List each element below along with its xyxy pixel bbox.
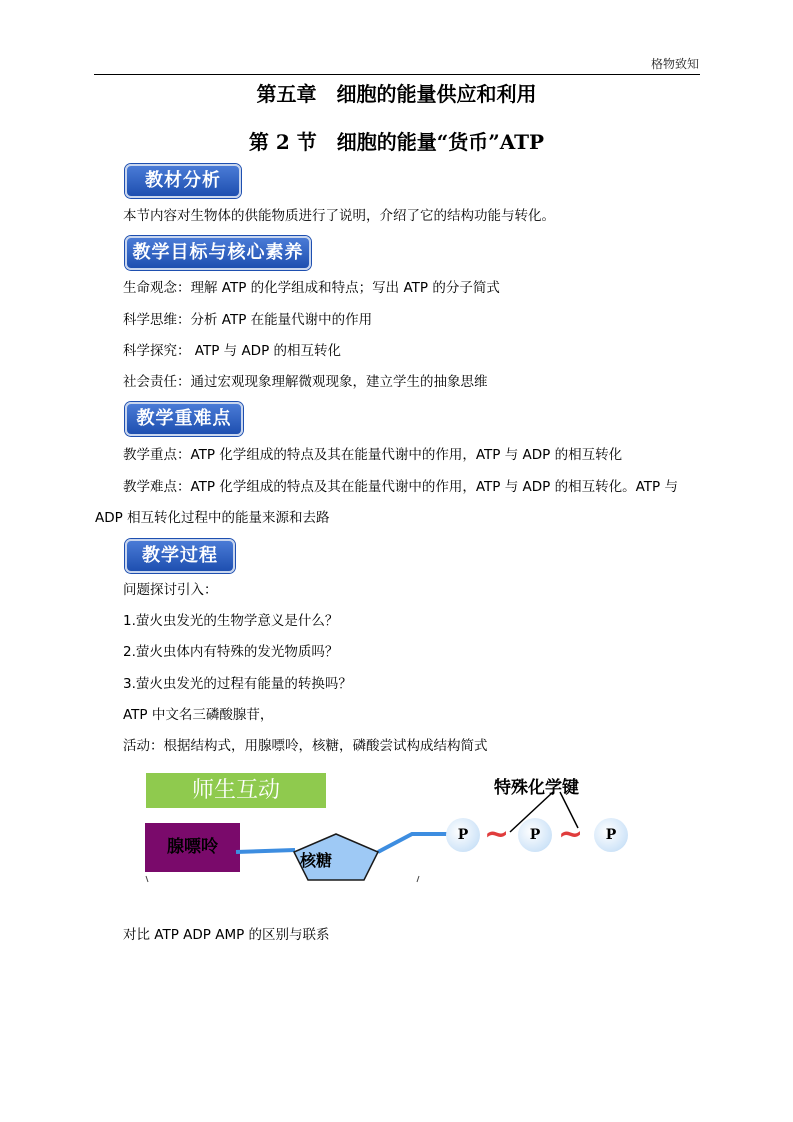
section-title: 第 2 节 细胞的能量“货币”ATP — [248, 130, 545, 154]
objective-item: 科学探究： ATP 与 ADP 的相互转化 — [123, 343, 342, 359]
compare-text: 对比 ATP ADP AMP 的区别与联系 — [123, 927, 330, 943]
high-energy-bond-1: ~ — [484, 817, 510, 852]
objective-item: 科学思维：分析 ATP 在能量代谢中的作用 — [123, 312, 373, 328]
phosphate-1: P — [446, 818, 480, 852]
adenine-ribose-bond — [236, 850, 295, 852]
scan-artifact — [417, 876, 419, 882]
badge-process: 教学过程 — [125, 539, 235, 573]
badge-analysis: 教材分析 — [125, 164, 241, 198]
header-brand: 格物致知 — [650, 57, 699, 71]
badge-objectives: 教学目标与核心素养 — [125, 236, 311, 270]
activity-text: 活动：根据结构式，用腺嘌呤，核糖，磷酸尝试构成结构简式 — [123, 738, 488, 754]
objective-item: 社会责任：通过宏观现象理解微观现象，建立学生的抽象思维 — [123, 374, 488, 390]
badge-keypoints: 教学重难点 — [125, 402, 243, 436]
ribose-label: 核糖 — [300, 851, 333, 870]
keypoint-focus: 教学重点：ATP 化学组成的特点及其在能量代谢中的作用，ATP 与 ADP 的相互转化 — [123, 447, 623, 463]
ribose-phosphate-bond — [378, 834, 448, 852]
high-energy-bond-2: ~ — [558, 817, 584, 852]
phosphate-2: P — [518, 818, 552, 852]
question-item: 1.萤火虫发光的生物学意义是什么？ — [123, 613, 339, 629]
adenine-box: 腺嘌呤 — [145, 823, 240, 872]
special-bond-label: 特殊化学键 — [494, 778, 579, 798]
keypoint-difficulty: 教学难点：ATP 化学组成的特点及其在能量代谢中的作用，ATP 与 ADP 的相互转化。ATP 与 — [123, 479, 678, 495]
analysis-text: 本节内容对生物体的供能物质进行了说明，介绍了它的结构功能与转化。 — [123, 208, 555, 224]
phosphate-3: P — [594, 818, 628, 852]
keypoint-difficulty-cont: ADP 相互转化过程中的能量来源和去路 — [95, 510, 330, 526]
process-intro: 问题探讨引入： — [123, 582, 218, 598]
chapter-title: 第五章 细胞的能量供应和利用 — [256, 82, 537, 106]
interaction-banner: 师生互动 — [146, 773, 326, 808]
question-item: 2.萤火虫体内有特殊的发光物质吗？ — [123, 644, 339, 660]
question-item: 3.萤火虫发光的过程有能量的转换吗？ — [123, 676, 352, 692]
objective-item: 生命观念：理解 ATP 的化学组成和特点；写出 ATP 的分子简式 — [123, 280, 500, 296]
atp-name: ATP 中文名三磷酸腺苷， — [123, 707, 274, 723]
scan-artifact — [146, 876, 148, 882]
